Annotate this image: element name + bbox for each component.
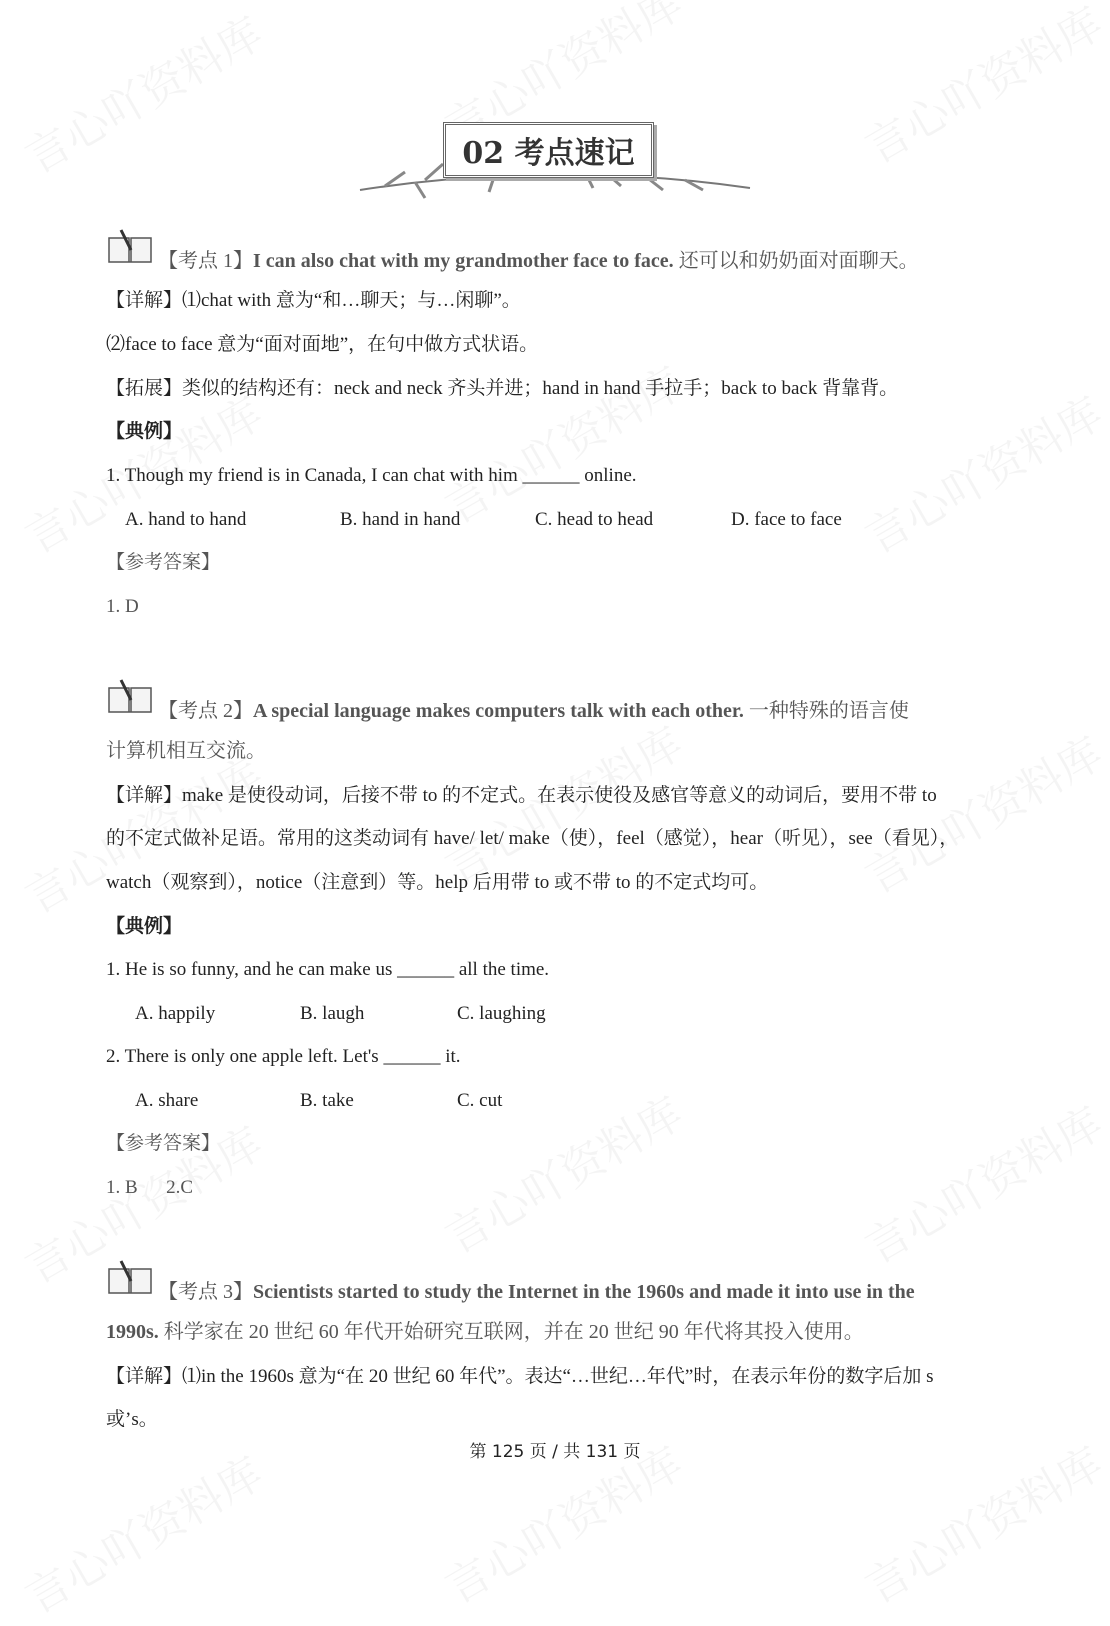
- point-3-heading-cont: 1990s. 科学家在 20 世纪 60 年代开始研究互联网，并在 20 世纪 90 年代将其投入使用。: [106, 1321, 864, 1343]
- question-stem: 1. He is so funny, and he can make us ______ all the time.: [106, 959, 550, 980]
- watermark: [852, 718, 1110, 905]
- book-pencil-icon: [107, 228, 153, 266]
- point-2-heading: 【考点 2】A special language makes computers talk with each other. 一种特殊的语言使: [158, 700, 909, 722]
- extension-line: 【拓展】类似的结构还有：neck and neck 齐头并进；hand in hand 手拉手；back to back 背靠背。: [106, 378, 899, 399]
- answer-label: 【参考答案】: [106, 552, 221, 573]
- option: C. cut: [457, 1090, 503, 1111]
- answer: 1. B 2.C: [106, 1177, 194, 1198]
- explanation-line: ⑵face to face 意为“面对面地”，在句中做方式状语。: [106, 334, 539, 355]
- option: A. hand to hand: [125, 509, 247, 530]
- explanation-line: 【详解】make 是使役动词，后接不带 to 的不定式。在表示使役及感官等意义的动词后，要用不带 to: [106, 785, 937, 806]
- option: B. laugh: [300, 1003, 365, 1024]
- point-3-heading: 【考点 3】Scientists started to study the Internet in the 1960s and made it into use in the: [158, 1281, 915, 1303]
- watermark: [12, 1438, 273, 1625]
- watermark: [852, 378, 1110, 565]
- section-title: 02 考点速记: [443, 122, 654, 178]
- book-pencil-icon: [107, 1259, 153, 1297]
- option: A. happily: [135, 1003, 216, 1024]
- option: A. share: [135, 1090, 199, 1111]
- question-stem: 1. Though my friend is in Canada, I can chat with him ______ online.: [106, 465, 637, 486]
- example-label: 【典例】: [106, 421, 183, 442]
- answer-label: 【参考答案】: [106, 1133, 221, 1154]
- explanation-line: watch（观察到），notice（注意到）等。help 后用带 to 或不带 to 的不定式均可。: [106, 872, 769, 893]
- watermark: [852, 0, 1110, 176]
- option: C. laughing: [457, 1003, 546, 1024]
- explanation-line: 或’s。: [106, 1409, 158, 1430]
- book-pencil-icon: [107, 678, 153, 716]
- example-label: 【典例】: [106, 916, 183, 937]
- option: B. hand in hand: [340, 509, 461, 530]
- watermark: [12, 0, 273, 186]
- option: B. take: [300, 1090, 354, 1111]
- point-1-heading: 【考点 1】I can also chat with my grandmother face to face. 还可以和奶奶面对面聊天。: [158, 250, 919, 272]
- question-stem: 2. There is only one apple left. Let's ______ it.: [106, 1046, 461, 1067]
- explanation-line: 的不定式做补足语。常用的这类动词有 have/ let/ make（使），feel（感觉），hear（听见），see（看见），: [106, 828, 959, 849]
- option: C. head to head: [535, 509, 654, 530]
- option: D. face to face: [731, 509, 842, 530]
- answer: 1. D: [106, 596, 139, 617]
- explanation-line: 【详解】⑴chat with 意为“和…聊天；与…闲聊”。: [106, 290, 521, 311]
- page-footer: 第 125 页 / 共 131 页: [469, 1442, 641, 1462]
- point-2-heading-cont: 计算机相互交流。: [106, 740, 266, 762]
- watermark: [852, 1088, 1110, 1275]
- explanation-line: 【详解】⑴in the 1960s 意为“在 20 世纪 60 年代”。表达“…世纪…年代”时，在表示年份的数字后加 s: [106, 1366, 934, 1387]
